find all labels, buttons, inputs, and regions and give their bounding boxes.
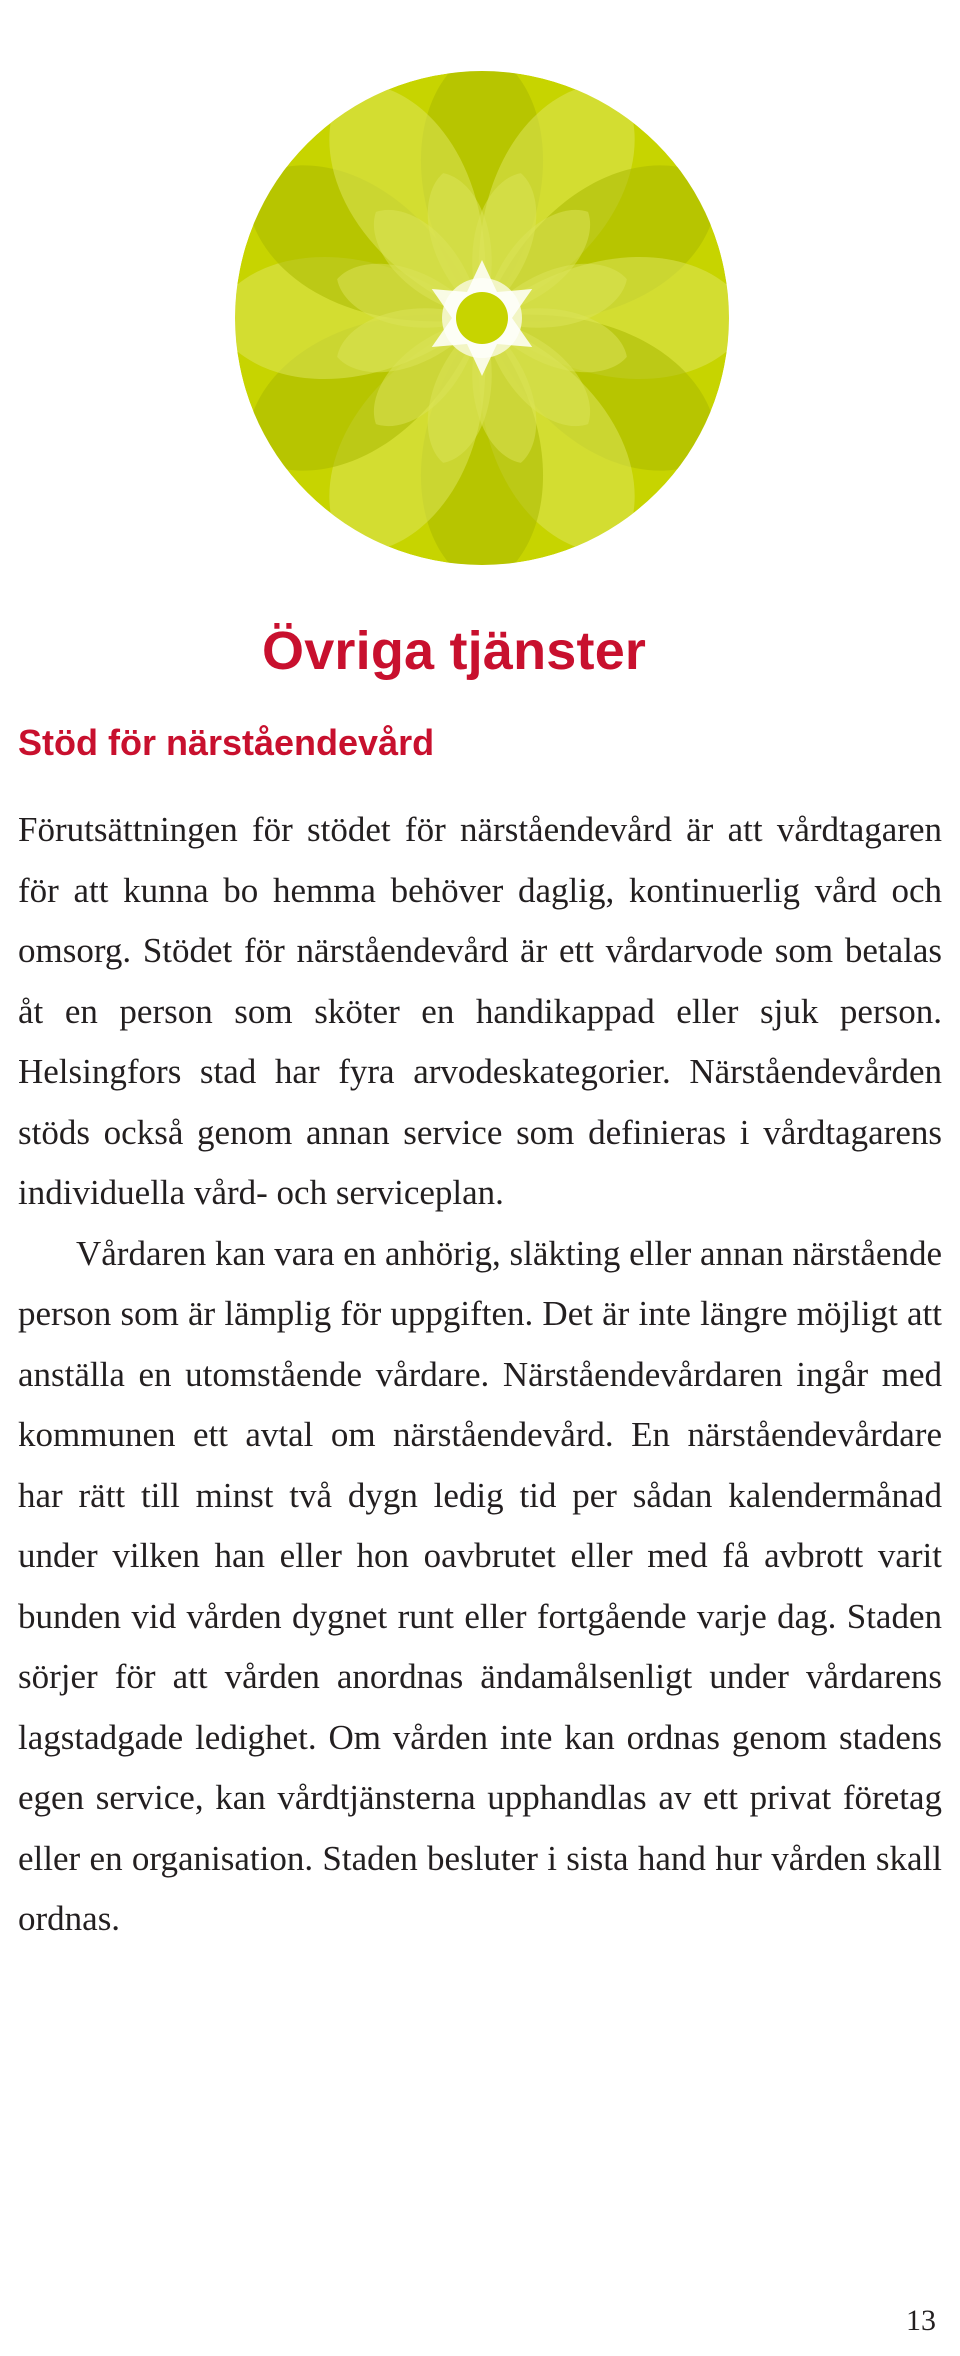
paragraph-2: Vårdaren kan vara en anhörig, släkting eller annan närstående person som är lämplig för uppgiften. Det är inte längre möjligt att anställa en utomstående vårdare. Närståendevårdaren ingår med kommunen ett avtal om närståendevård. En närståendevårdare har rätt till minst två dygn ledig tid per sådan kalendermånad under vilken han eller hon oavbrutet eller med få avbrott varit bunden vid vården dygnet runt eller fortgående varje dag. Staden sörjer för att vården anordnas ändamålsenligt under vårdarens lagstadgade ledighet. Om vården inte kan ordnas genom stadens egen service, kan vårdtjänsterna upphandlas av ett privat företag eller en organisation. Staden besluter i sista hand hur vården skall ordnas.	[18, 1233, 942, 1938]
page-number: 13	[906, 2304, 936, 2337]
page-title: Övriga tjänster	[262, 621, 647, 681]
body-text	[18, 800, 942, 1950]
flower-emblem-icon	[232, 68, 732, 568]
center-dot	[456, 292, 508, 344]
section-title: Stöd för närståendevård	[18, 722, 435, 763]
paragraph-1: Förutsättningen för stödet för närståendevård är att vårdtagaren för att kunna bo hemma behöver daglig, kontinuerlig vård och omsorg. Stödet för närståendevård är ett vårdarvode som betalas åt en person som sköter en handikappad eller sjuk person. Helsingfors stad har fyra arvodeskategorier. Närståendevården stöds också genom annan service som definieras i vårdtagarens individuella vård- och serviceplan.	[18, 810, 942, 1212]
